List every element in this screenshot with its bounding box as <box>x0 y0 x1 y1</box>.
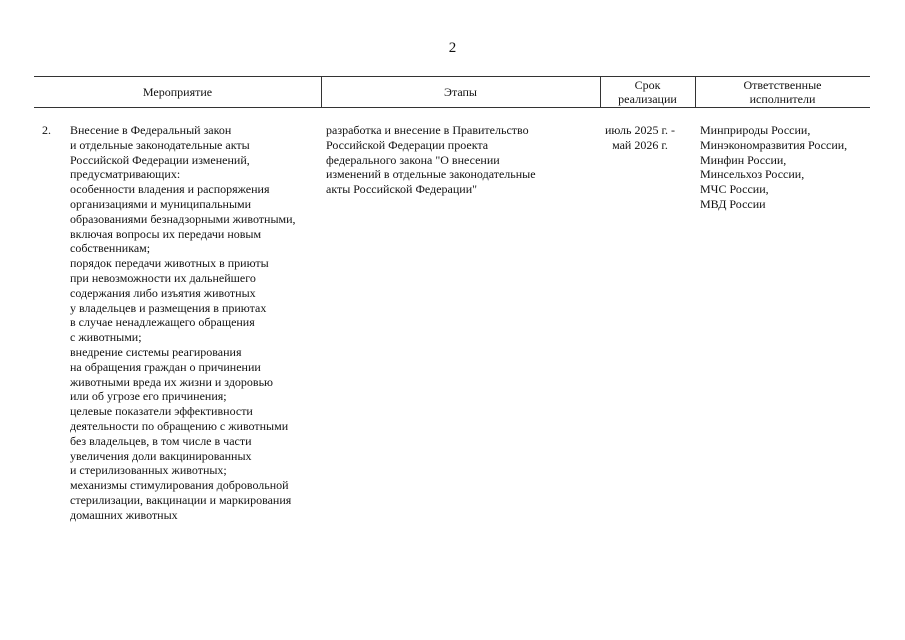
text-line: включая вопросы их передачи новым <box>70 226 262 241</box>
text-line: изменений в отдельные законодательные <box>326 167 536 182</box>
text-line: Российской Федерации проекта <box>326 137 489 152</box>
text-line: Российской Федерации изменений, <box>70 152 250 167</box>
text-line: животными вреда их жизни и здоровью <box>70 374 274 389</box>
text-line: целевые показатели эффективности <box>70 404 253 419</box>
text-line: порядок передачи животных в приюты <box>70 256 269 271</box>
text-line: предусматривающих: <box>70 167 181 182</box>
text-line: собственникам; <box>70 241 151 256</box>
header-responsible <box>695 77 870 107</box>
text-line: внедрение системы реагирования <box>70 344 242 359</box>
text-line: Минсельхоз России, <box>700 167 805 182</box>
text-line: Внесение в Федеральный закон <box>70 123 232 137</box>
event-cell <box>70 123 320 523</box>
text-line: домашних животных <box>70 507 178 522</box>
header-responsible-line1: Ответственные <box>743 78 822 92</box>
page-number: 2 <box>448 40 457 56</box>
text-line: или об угрозе его причинения; <box>70 389 227 404</box>
table-header <box>34 76 870 108</box>
header-event: Мероприятие <box>142 85 213 99</box>
term-cell <box>574 123 706 153</box>
text-line: и стерилизованных животных; <box>70 463 227 478</box>
text-line: Минфин России, <box>700 152 787 167</box>
text-line: без владельцев, в том числе в части <box>70 433 252 448</box>
row-number: 2. <box>42 123 51 137</box>
header-term <box>600 77 695 107</box>
text-line: Минприроды России, <box>700 123 811 137</box>
text-line: май 2026 г. <box>612 137 668 152</box>
text-line: образованиями безнадзорными животными, <box>70 211 296 226</box>
text-line: в случае ненадлежащего обращения <box>70 315 255 330</box>
stages-cell <box>326 123 576 197</box>
text-line: Минэкономразвития России, <box>700 137 848 152</box>
text-line: механизмы стимулирования добровольной <box>70 478 289 493</box>
text-line: федерального закона "О внесении <box>326 152 500 167</box>
text-line: июль 2025 г. - <box>604 123 676 137</box>
header-term-line1: Срок <box>634 78 661 92</box>
text-line: разработка и внесение в Правительство <box>326 123 529 137</box>
text-line: организациями и муниципальными <box>70 196 252 211</box>
responsible-cell <box>700 123 875 212</box>
text-line: и отдельные законодательные акты <box>70 137 250 152</box>
text-line: увеличения доли вакцинированных <box>70 448 252 463</box>
text-line: на обращения граждан о причинении <box>70 359 261 374</box>
text-line: деятельности по обращению с животными <box>70 418 289 433</box>
header-responsible-line2: исполнители <box>749 92 816 106</box>
text-line: с животными; <box>70 330 142 345</box>
text-line: при невозможности их дальнейшего <box>70 270 256 285</box>
text-line: содержания либо изъятия животных <box>70 285 256 300</box>
text-line: у владельцев и размещения в приютах <box>70 300 267 315</box>
text-line: стерилизации, вакцинации и маркирования <box>70 492 292 507</box>
text-line: МЧС России, <box>700 182 769 197</box>
header-term-line2: реализации <box>618 92 677 106</box>
text-line: особенности владения и распоряжения <box>70 182 270 197</box>
text-line: акты Российской Федерации" <box>326 182 478 197</box>
text-line: МВД России <box>700 196 766 211</box>
header-stages: Этапы <box>444 85 477 99</box>
